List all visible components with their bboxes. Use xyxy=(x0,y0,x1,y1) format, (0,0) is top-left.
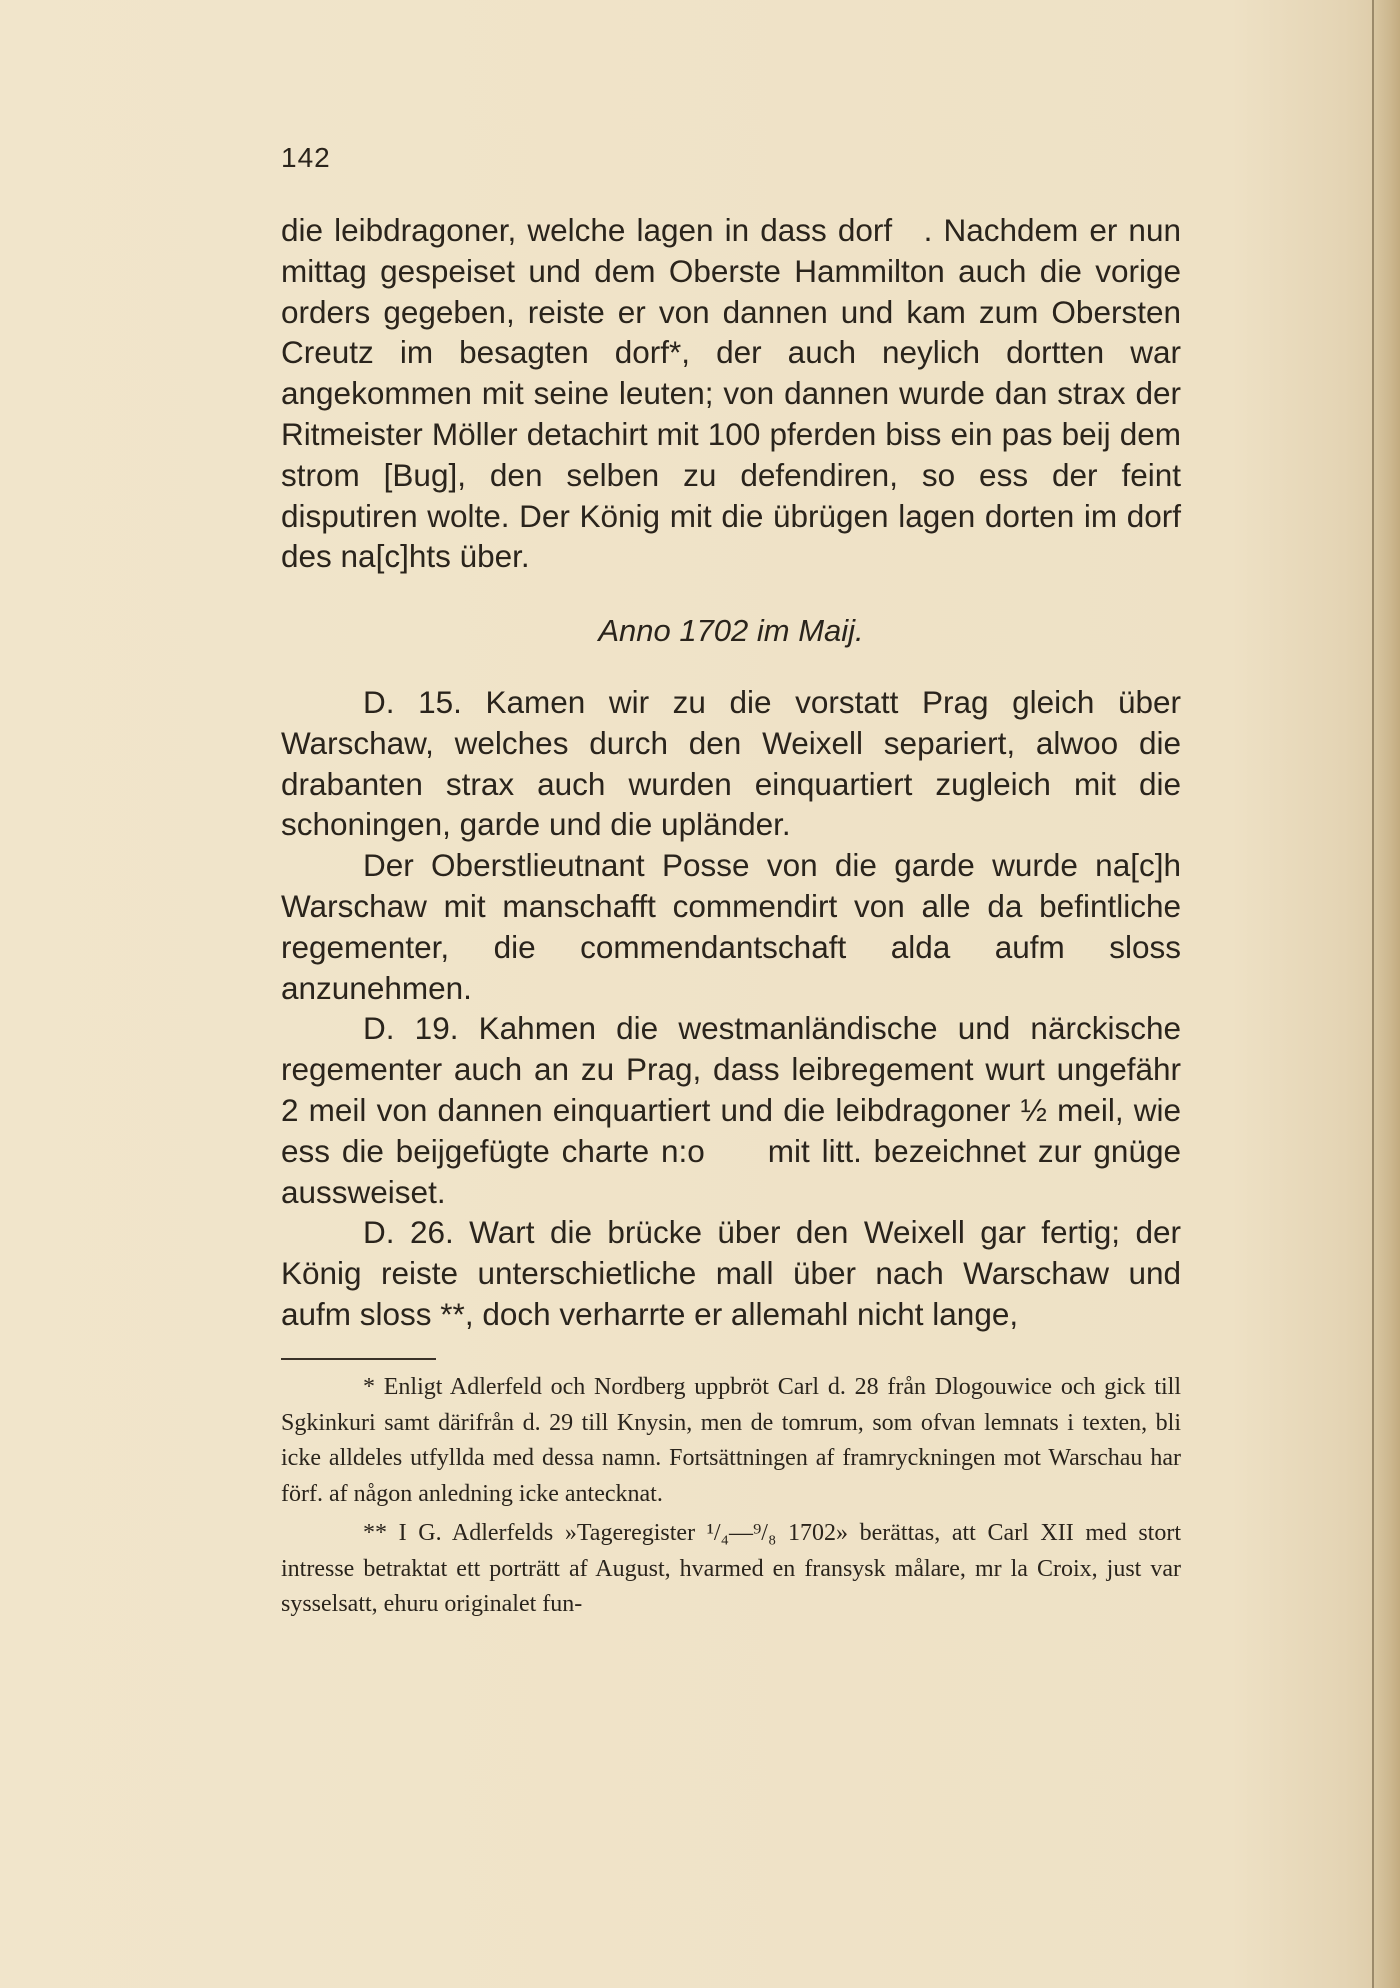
paragraph-5: D. 26. Wart die brücke über den Weixell gar fertig; der König reiste unterschietliche mall über nach Warschaw und aufm sloss **, doch verharrte er allemahl nicht lange, xyxy=(281,1214,1181,1332)
section-heading: Anno 1702 im Maij. xyxy=(598,613,864,649)
page-edge xyxy=(1372,0,1400,1988)
paragraph-1: die leibdragoner, welche lagen in dass dorf . Nachdem er nun mittag gespeiset und dem Oberste Hammilton auch die vorige orders gegeben, reiste er von dannen und kam zum Obersten Creutz im besagten dorf*, der auch neylich dortten war angekommen mit seine leuten; von dannen wurde dan strax der Ritmeister Möller detachirt mit 100 pferden biss ein pas beij dem strom [Bug], den selben zu defendiren, so ess der feint disputiren wolte. Der König mit die übrügen lagen dorten im dorf des na[c]hts über. xyxy=(281,212,1181,575)
main-text xyxy=(281,210,1181,1335)
paragraph-2: D. 15. Kamen wir zu die vorstatt Prag gleich über Warschaw, welches durch den Weixell separiert, alwoo die drabanten strax auch wurden einquartiert zugleich mit die schoningen, garde und die upländer. xyxy=(281,683,1181,843)
footnote-2: ** I G. Adlerfelds »Tageregister ¹/₄—⁹/₈ 1702» berättas, att Carl XII med stort intresse betraktat ett porträtt af August, hvarmed en fransysk målare, mr la Croix, just var sysselsatt, ehuru originalet fun- xyxy=(281,1520,1181,1617)
footnote-rule xyxy=(281,1358,436,1360)
footnote-1: * Enligt Adlerfeld och Nordberg uppbröt Carl d. 28 från Dlogouwice och gick till Sgkinkuri samt därifrån d. 29 till Knysin, men de tomrum, som ofvan lemnats i texten, bli icke alldeles utfyllda med dessa namn. Fortsättningen af framryckningen mot Warschau har förf. af någon anledning icke antecknat. xyxy=(281,1374,1181,1507)
paragraph-3: Der Oberstlieutnant Posse von die garde wurde na[c]h Warschaw mit manschafft commendirt von alle da befintliche regementer, die commendantschaft alda aufm sloss anzunehmen. xyxy=(281,847,1181,1006)
paragraph-4: D. 19. Kahmen die westmanländische und närckische regementer auch an zu Prag, dass leibregement wurt ungefähr 2 meil von dannen einquartiert und die leibdragoner ½ meil, wie ess die beijgefügte charte n:o mit litt. bezeichnet zur gnüge aussweiset. xyxy=(281,1010,1181,1210)
footnotes xyxy=(281,1370,1181,1627)
page-number: 142 xyxy=(281,142,331,173)
